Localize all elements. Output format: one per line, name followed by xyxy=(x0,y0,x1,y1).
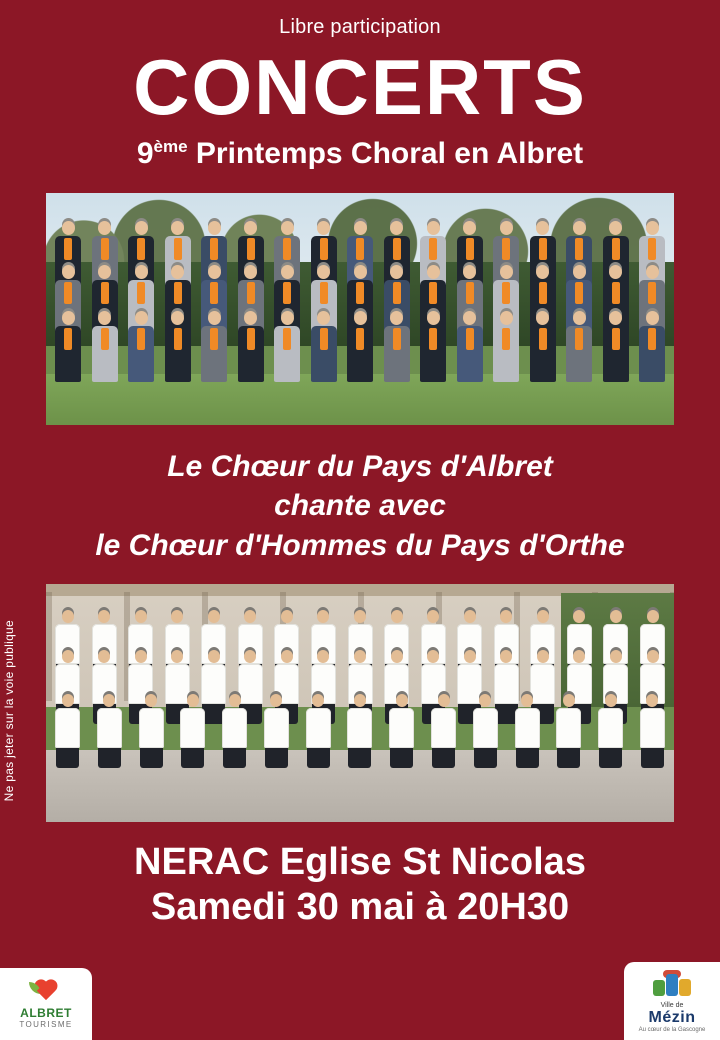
logo-right-line1: Ville de xyxy=(660,1001,684,1009)
albret-tourisme-logo xyxy=(0,968,92,1040)
date-text: Samedi 30 mai à 20H30 xyxy=(150,885,570,928)
logo-left-line2: TOURISME xyxy=(19,1019,73,1029)
ville-de-mezin-logo xyxy=(624,962,720,1040)
subtitle-ordinal-number: 9 xyxy=(136,136,154,170)
free-participation-label: Libre participation xyxy=(279,16,441,38)
logo-right-line2: Mézin xyxy=(648,1008,696,1026)
leaf-icon xyxy=(29,982,41,994)
page-title: CONCERTS xyxy=(133,43,587,131)
choir-photo-top xyxy=(46,193,674,425)
crest-icon xyxy=(649,970,695,1000)
heart-icon xyxy=(33,980,59,1004)
choir-photo-bottom xyxy=(46,584,674,822)
mens-choir-row-front xyxy=(54,694,666,768)
logo-right-line3: Au cœur de la Gascogne xyxy=(638,1026,706,1033)
concert-description xyxy=(0,447,720,566)
description-line-2: chante avec xyxy=(274,489,446,523)
description-line-3: le Chœur d'Hommes du Pays d'Orthe xyxy=(95,529,625,563)
venue-text: NERAC Eglise St Nicolas xyxy=(134,840,586,883)
subtitle-rest: Printemps Choral en Albret xyxy=(187,136,584,170)
photo-choir-row-front xyxy=(54,311,666,382)
subtitle-ordinal-suffix: ème xyxy=(153,136,188,156)
description-line-1: Le Chœur du Pays d'Albret xyxy=(167,449,553,483)
logo-left-line1: ALBRET xyxy=(20,1005,72,1020)
event-subtitle xyxy=(0,137,720,171)
side-legal-note: Ne pas jeter sur la voie publique xyxy=(2,620,16,802)
